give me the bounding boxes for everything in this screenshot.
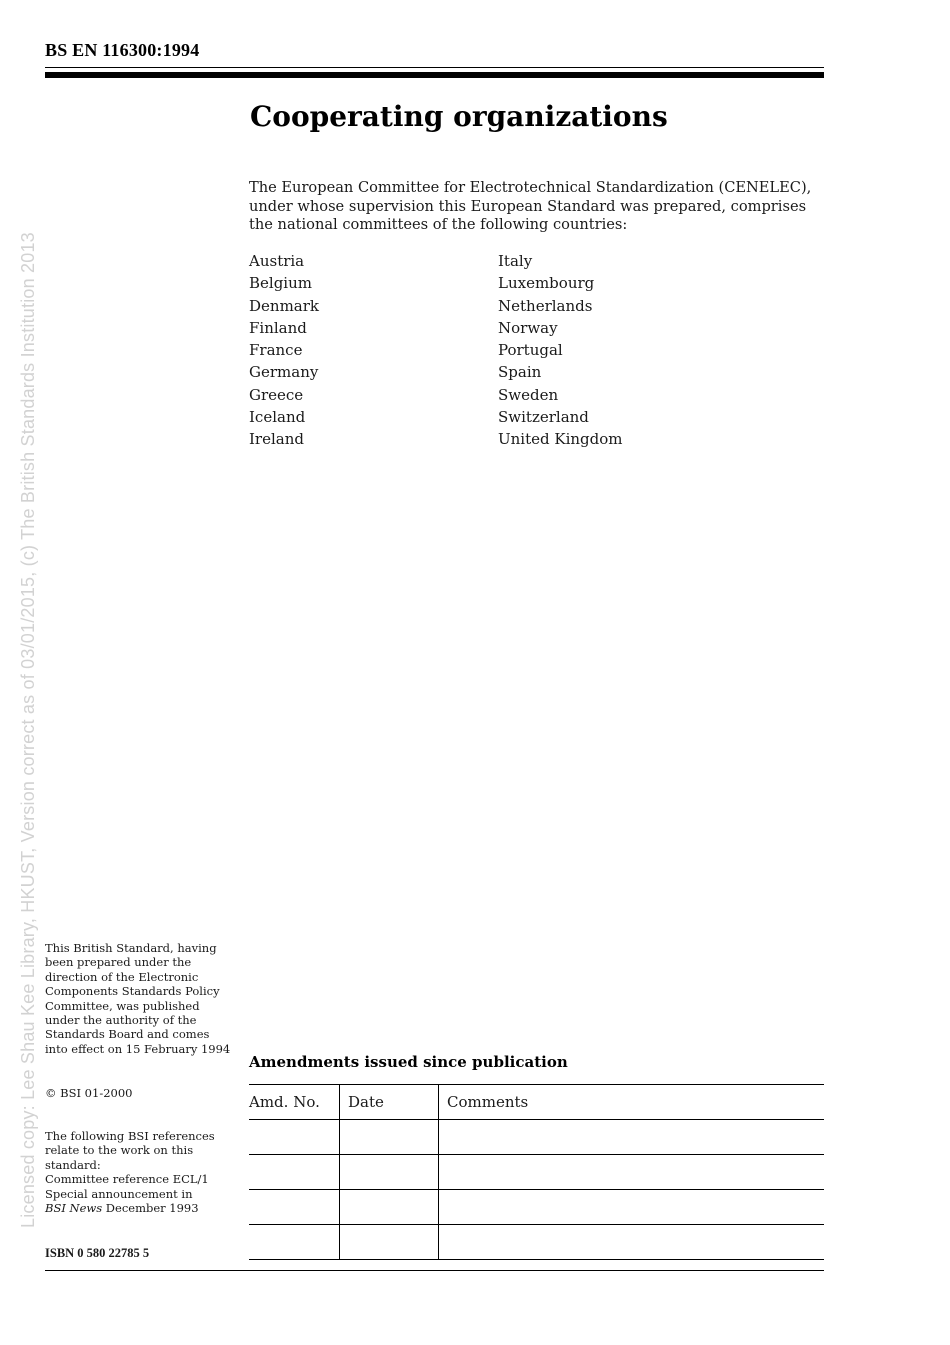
table-cell xyxy=(439,1190,825,1225)
country-item: France xyxy=(249,341,303,360)
committee-reference: Committee reference ECL/1 xyxy=(45,1172,209,1187)
table-row xyxy=(249,1190,824,1225)
amendments-table xyxy=(249,1084,824,1260)
country-item: Finland xyxy=(249,318,307,337)
column-header-amd-no: Amd. No. xyxy=(249,1085,340,1120)
table-cell xyxy=(340,1120,439,1155)
table-cell xyxy=(439,1155,825,1190)
table-cell xyxy=(340,1190,439,1225)
table-cell xyxy=(439,1225,825,1260)
table-cell xyxy=(249,1120,340,1155)
table-row xyxy=(249,1155,824,1190)
country-item: Spain xyxy=(498,363,542,382)
country-item: Iceland xyxy=(249,408,306,427)
country-item: Belgium xyxy=(249,274,312,293)
header-rule-thick xyxy=(45,72,824,78)
table-row xyxy=(249,1120,824,1155)
announcement-publication: BSI News xyxy=(45,1201,103,1216)
publication-note: This British Standard, having been prepared under the direction of the Electronic Components Standards Policy Committee, was published under the authority of the Standards Board and comes into effect on 15 February 1994 xyxy=(45,941,231,1056)
country-item: Ireland xyxy=(249,430,304,449)
country-list-left xyxy=(249,250,319,451)
footer-rule xyxy=(45,1270,824,1271)
document-id: BS EN 116300:1994 xyxy=(45,40,200,60)
country-item: Austria xyxy=(249,252,305,270)
country-list-right xyxy=(498,250,623,451)
license-watermark: Licensed copy: Lee Shau Kee Library, HKUST, Version correct as of 03/01/2015, (c) The British Standards Institution 2013 xyxy=(18,232,38,1228)
isbn: ISBN 0 580 22785 5 xyxy=(45,1246,150,1260)
country-item: Greece xyxy=(249,385,304,404)
country-item: Norway xyxy=(498,318,558,337)
announcement-label: Special announcement in xyxy=(45,1186,193,1201)
column-header-comments: Comments xyxy=(439,1085,825,1120)
table-cell xyxy=(439,1120,825,1155)
country-item: Portugal xyxy=(498,341,563,360)
special-announcement xyxy=(45,1187,235,1216)
sidebar-notes xyxy=(45,941,235,1260)
country-item: Sweden xyxy=(498,385,559,404)
bsi-references xyxy=(45,1129,235,1215)
page-title: Cooperating organizations xyxy=(250,100,668,133)
table-row xyxy=(249,1225,824,1260)
country-item: Switzerland xyxy=(498,408,589,427)
country-item: Luxembourg xyxy=(498,274,595,293)
country-item: Netherlands xyxy=(498,296,593,315)
country-item: Denmark xyxy=(249,296,319,315)
references-intro: The following BSI references relate to the work on this standard: xyxy=(45,1129,215,1172)
amendments-title: Amendments issued since publication xyxy=(249,1053,568,1071)
country-item: Germany xyxy=(249,363,319,382)
table-cell xyxy=(249,1155,340,1190)
country-item: Italy xyxy=(498,252,533,270)
table-cell xyxy=(249,1190,340,1225)
header-rule-thin xyxy=(45,67,824,68)
country-item: United Kingdom xyxy=(498,430,623,449)
table-cell xyxy=(340,1155,439,1190)
table-header-row xyxy=(249,1085,824,1120)
table-cell xyxy=(340,1225,439,1260)
announcement-date: December 1993 xyxy=(105,1201,199,1216)
copyright-notice: © BSI 01-2000 xyxy=(45,1086,133,1100)
intro-paragraph: The European Committee for Electrotechnical Standardization (CENELEC), under whose supervision this European Standard was prepared, comprises the national committees of the following countries: xyxy=(249,179,812,234)
table-cell xyxy=(249,1225,340,1260)
column-header-date: Date xyxy=(340,1085,439,1120)
